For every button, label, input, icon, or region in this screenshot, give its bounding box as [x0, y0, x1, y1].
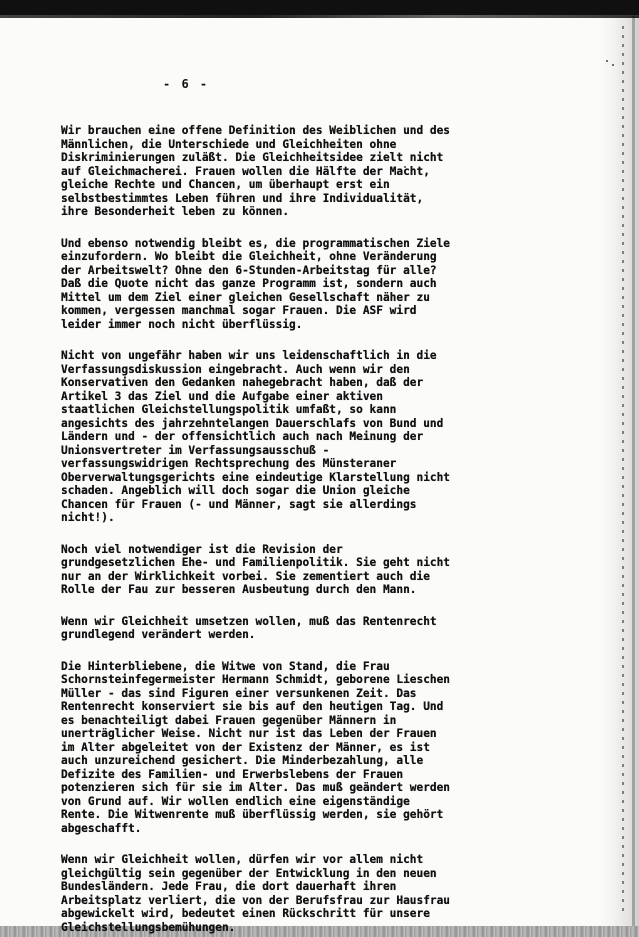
text-line: Rente. Die Witwenrente muß überflüssig werden, sie gehört — [61, 808, 444, 821]
text-line: Chancen für Frauen (- und Männer, sagt sie allerdings — [61, 497, 417, 511]
paragraph — [61, 236, 451, 332]
text-line: Rentenrecht konserviert sie bis auf den heutigen Tag. Und — [61, 700, 444, 713]
text-line: leider immer noch nicht überflüssig. — [61, 317, 303, 331]
text-line: Defizite des Familien- und Erwerbslebens der Frauen — [61, 767, 404, 781]
text-line: Wir brauchen eine offene Definition des Weiblichen und des — [61, 124, 451, 137]
text-line: im Alter abgeleitet von der Existenz der Männer, es ist — [61, 740, 430, 754]
text-line: potenzieren sich für sie im Alter. Das muß geändert werden — [61, 781, 451, 794]
text-line: angesichts des jahrzehntelangen Dauerschlafs von Bund und — [61, 416, 444, 430]
text-line: Gleichstellungsbemühungen. — [61, 920, 236, 934]
text-line: gleichgültig sein gegenüber der Entwicklung in den neuen — [61, 866, 437, 880]
text-line: Mittel um dem Ziel einer gleichen Gesellschaft näher zu — [61, 290, 430, 304]
text-line: verfassungswidrigen Rechtsprechung des Münsteraner — [61, 457, 397, 470]
text-line: staatlichen Gleichstellungspolitik umfaßt, so kann — [61, 403, 397, 416]
text-line: Noch viel notwendiger ist die Revision der — [61, 542, 343, 556]
text-line: Die Hinterbliebene, die Witwe von Stand, die Frau — [61, 659, 390, 673]
text-line: Bundesländern. Jede Frau, die dort dauerhaft ihren — [61, 880, 397, 893]
text-line: Und ebenso notwendig bleibt es, die programmatischen Ziele — [61, 236, 451, 250]
scan-speck — [606, 60, 608, 62]
text-line: abgewickelt wird, bedeutet einen Rückschritt für unsere — [61, 907, 430, 920]
text-line: unerträglicher Weise. Nicht nur ist das Leben der Frauen — [61, 727, 437, 740]
text-line: Männlichen, die Unterschiede und Gleichheiten ohne — [61, 137, 397, 151]
paragraph — [61, 614, 437, 642]
text-line: Müller - das sind Figuren einer versunkenen Zeit. Das — [61, 686, 417, 700]
text-line: auch unzureichend gesichert. Die Minderbezahlung, alle — [61, 754, 424, 767]
text-line: nur an der Wirklichkeit vorbei. Sie zementiert auch die — [61, 569, 430, 583]
text-line: nicht!). — [61, 511, 115, 524]
text-line: schaden. Angeblich will doch sogar die Union gleiche — [61, 484, 410, 497]
paragraph — [61, 542, 451, 597]
text-line: von Grund auf. Wir wollen endlich eine eigenständige — [61, 794, 410, 808]
text-line: Daß die Quote nicht das ganze Programm ist, sondern auch — [61, 277, 437, 290]
text-line: Oberverwaltungsgerichts eine eindeutige Klarstellung nicht — [61, 470, 451, 484]
scan-top-border — [0, 0, 639, 16]
text-line: grundgesetzlichen Ehe- und Familienpolitik. Sie geht nicht — [61, 556, 451, 569]
text-line: einzufordern. Wo bleibt die Gleichheit, ohne Veränderung — [61, 250, 437, 263]
text-line: abgeschafft. — [61, 821, 142, 835]
text-line: Wenn wir Gleichheit wollen, dürfen wir vor allem nicht — [61, 853, 424, 866]
text-line: Artikel 3 das Ziel und die Aufgabe einer aktiven — [61, 389, 383, 403]
text-line: Diskriminierungen zuläßt. Die Gleichheitsidee zielt nicht — [61, 151, 444, 164]
paragraph — [61, 349, 451, 525]
paragraph — [61, 124, 451, 219]
text-line: grundlegend verändert werden. — [61, 628, 256, 641]
text-line: der Arbeitswelt? Ohne den 6-Stunden-Arbeitstag für alle? — [61, 263, 437, 277]
text-line: Ländern und - der offensichtlich auch nach Meinung der — [61, 430, 424, 443]
scan-right-edge-shadow — [600, 16, 639, 926]
text-line: Konservativen den Gedanken nahegebracht haben, daß der — [61, 376, 424, 389]
scan-speck — [612, 64, 614, 66]
text-line: gleiche Rechte und Chancen, um überhaupt erst ein — [61, 178, 390, 191]
text-line: es benachteiligt dabei Frauen gegenüber Männern in — [61, 713, 397, 727]
text-line: kommen, vergessen manchmal sogar Frauen. Die ASF wird — [61, 304, 417, 317]
text-line: Arbeitsplatz verliert, die von der Berufsfrau zur Hausfrau — [61, 893, 451, 907]
text-line: Unionsvertreter im Verfassungsausschuß - — [61, 443, 330, 457]
text-line: selbstbestimmtes Leben führen und ihre Individualität, — [61, 191, 424, 205]
text-line: Schornsteinfegermeister Hermann Schmidt, geborene Lieschen — [61, 673, 451, 686]
text-line: Nicht von ungefähr haben wir uns leidenschaftlich in die — [61, 349, 437, 362]
page-number: - 6 - — [163, 77, 210, 91]
text-line: Verfassungsdiskussion eingebracht. Auch wenn wir den — [61, 362, 410, 376]
text-line: auf Gleichmacherei. Frauen wollen die Hälfte der Macht, — [61, 164, 430, 178]
body-text — [61, 124, 451, 937]
paragraph — [61, 853, 451, 934]
text-line: Rolle der Fau zur besseren Ausbeutung durch den Mann. — [61, 583, 417, 596]
text-line: Wenn wir Gleichheit umsetzen wollen, muß das Rentenrecht — [61, 614, 437, 628]
text-line: ihre Besonderheit leben zu können. — [61, 205, 290, 218]
paragraph — [61, 659, 451, 836]
